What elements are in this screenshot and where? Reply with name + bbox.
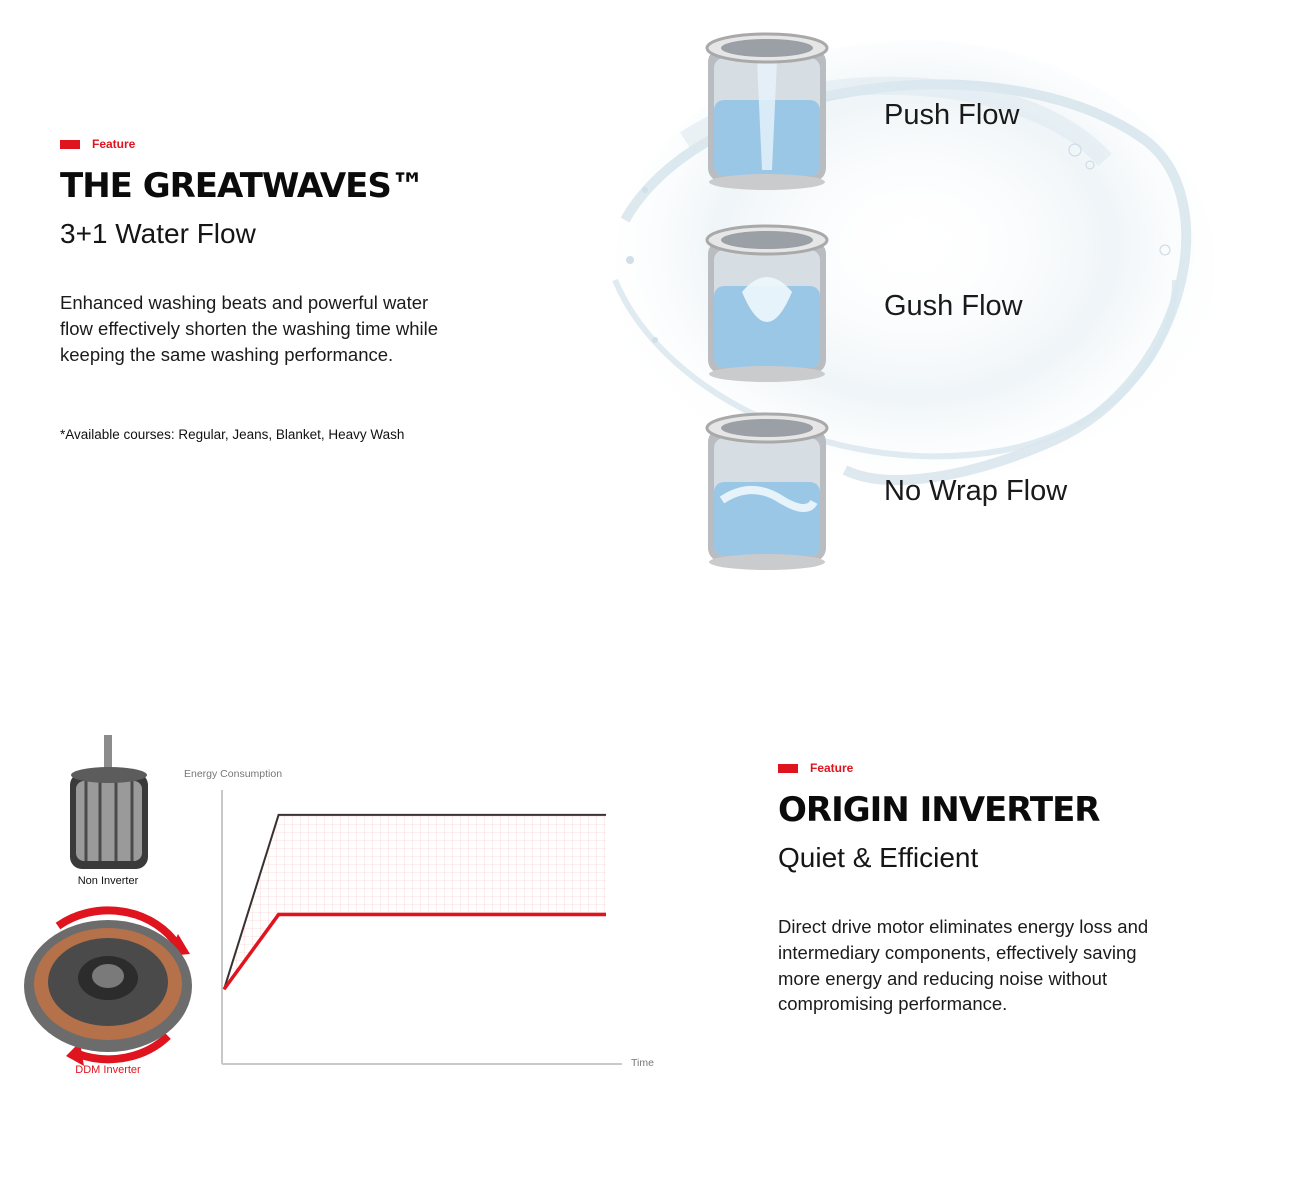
drum-no-wrap-flow bbox=[702, 410, 832, 570]
flow-label-no-wrap: No Wrap Flow bbox=[884, 475, 1068, 507]
ddm-inverter-label: DDM Inverter bbox=[75, 1064, 141, 1076]
drum-push-flow bbox=[702, 30, 832, 190]
non-inverter-label: Non Inverter bbox=[77, 875, 139, 887]
energy-consumption-chart bbox=[180, 760, 660, 1080]
non-inverter-motor-illustration bbox=[62, 735, 156, 875]
feature-tag-2 bbox=[778, 761, 853, 775]
chart-ylabel: Energy Consumption bbox=[184, 768, 283, 780]
section1-subtitle: 3+1 Water Flow bbox=[60, 218, 256, 249]
flow-label-push: Push Flow bbox=[884, 99, 1020, 131]
flow-label-gush: Gush Flow bbox=[884, 290, 1023, 322]
feature-tag-1 bbox=[60, 137, 135, 151]
chart-xlabel: Time bbox=[631, 1057, 654, 1069]
section2-subtitle: Quiet & Efficient bbox=[778, 842, 979, 873]
feature-tag-bar bbox=[60, 140, 80, 149]
section1-note: *Available courses: Regular, Jeans, Blanket, Heavy Wash bbox=[60, 427, 405, 442]
chart-series-line-ddm-inverter bbox=[224, 915, 606, 990]
section1-title: THE GREATWAVES™ bbox=[60, 166, 424, 206]
drum-gush-flow bbox=[702, 222, 832, 382]
feature-tag-bar bbox=[778, 764, 798, 773]
feature-tag-label: Feature bbox=[92, 137, 136, 151]
section2-body: Direct drive motor eliminates energy loss and intermediary components, effectively saving more energy and reducing noise without compromising performance. bbox=[778, 916, 1149, 1015]
ddm-inverter-motor-illustration bbox=[18, 906, 198, 1066]
feature-tag-label: Feature bbox=[810, 761, 854, 775]
chart-energy-saving-area bbox=[224, 815, 606, 989]
section2-title: ORIGIN INVERTER bbox=[778, 790, 1100, 830]
section1-body: Enhanced washing beats and powerful water flow effectively shorten the washing time while keeping the same washing performance. bbox=[60, 292, 439, 365]
